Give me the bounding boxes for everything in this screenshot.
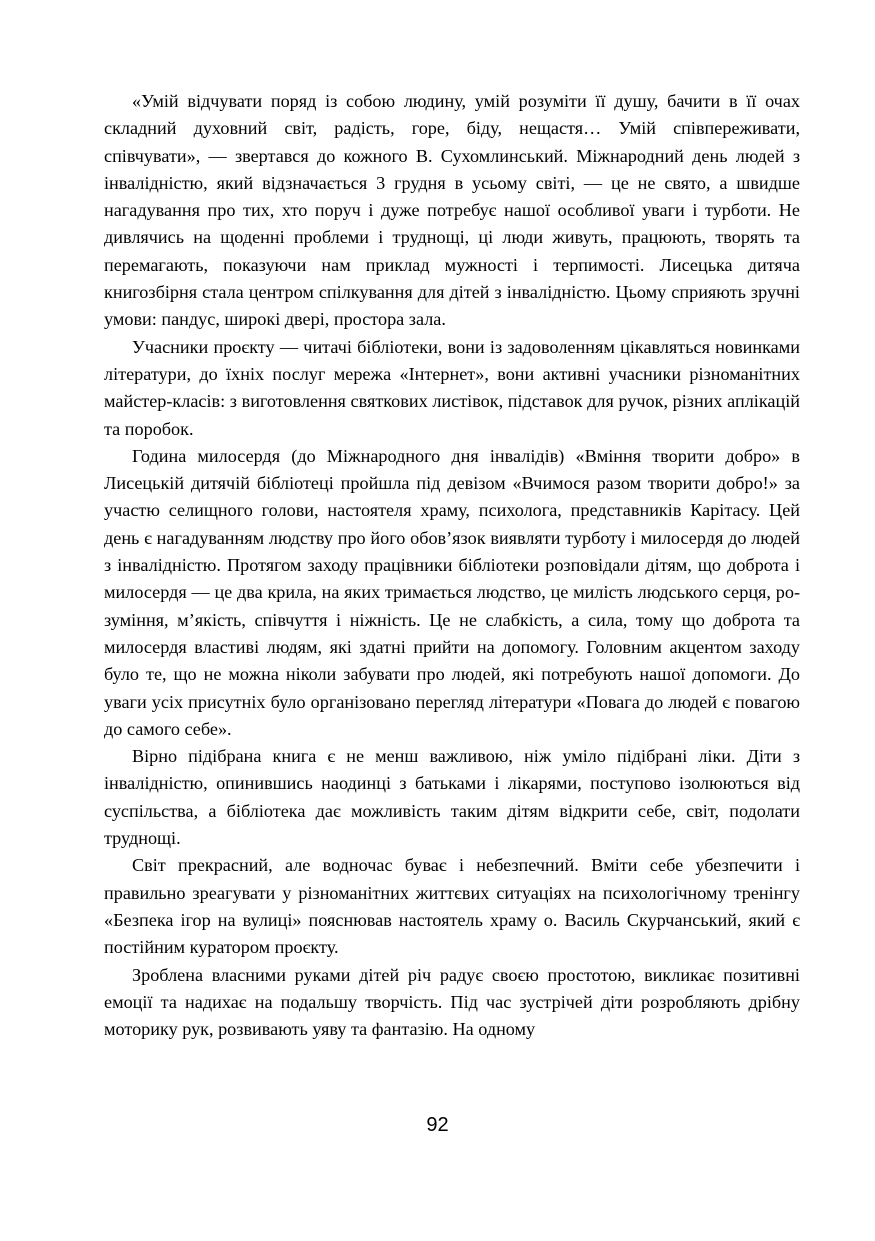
paragraph: Зроблена власними руками дітей річ радує своєю простотою, викликає позитивні емоції та надихає на подальшу творчість. Під час зустрічей діти розробляють дрібну моторику рук, розвивають уяву та фантазію. На одному [104, 964, 800, 1040]
paragraph: Вірно підібрана книга є не менш важливою, ніж уміло підібрані ліки. Діти з інвалідністю, опинившись наодинці з батьками і лікарями, поступово ізолюються від суспільства, а бібліотека дає можливість таким дітям відкрити себе, світ, подолати труднощі. [104, 746, 800, 849]
paragraph: Година милосердя (до Міжнародного дня інвалідів) «Вміння творити добро» в Лисецькій дитячій бібліотеці пройшла під девізом «Вчимося разом творити добро!» за участю селищного голови, настоятеля храму, психолога, представників Карітасу. Цей день є нагадуванням людству про його обов’язок виявляти турботу і милосердя до людей з інвалідністю. Протягом заходу працівники бібліотеки розповідали дітям, що доброта і милосердя — це два крила, на яких тримається людство, це милість людського серця, розуміння, м’якість, співчуття і ніжність. Це не слабкість, а сила, тому що доброта та милосердя властиві людям, які здатні прийти на допомогу. Головним акцентом заходу було те, що не можна ніколи забувати про людей, які потребують нашої допомоги. До уваги усіх присутніх було організовано перегляд літератури «Повага до людей є повагою до самого себе». [104, 445, 800, 739]
body-text [104, 88, 800, 1043]
paragraph: Учасники проєкту — читачі бібліотеки, вони із задоволенням цікавляться новинками літератури, до їхніх послуг мережа «Інтернет», вони активні учасники різноманітних майстер-класів: з виготовлення святкових листівок, підставок для ручок, різних аплікацій та поробок. [104, 336, 800, 439]
paragraph: «Умій відчувати поряд із собою людину, умій розуміти її душу, бачити в її очах складний духовний світ, радість, горе, біду, нещастя… Умій співпереживати, співчувати», — звертався до кожного В. Сухомлинський. Міжнародний день людей з інвалідністю, який відзначається 3 грудня в усьому світі, — це не свято, а швидше нагадування про тих, хто поруч і дуже потребує нашої особливої уваги і турботи. Не дивлячись на щоденні проблеми і труднощі, ці люди живуть, працюють, творять та перемагають, показуючи нам приклад мужності і терпимості. Лисецька дитяча книгозбірня стала центром спілкування для дітей з інвалідністю. Цьому сприяють зручні умови: пандус, широкі двері, простора зала. [104, 91, 800, 330]
page-number: 92 [426, 1114, 449, 1136]
paragraph: Світ прекрасний, але водночас буває і небезпечний. Вміти себе убезпечити і правильно зреагувати у різноманітних життєвих ситуаціях на психологічному тренінгу «Безпека ігор на вулиці» пояснював настоятель храму о. Василь Скурчанський, який є постійним куратором проєкту. [104, 855, 800, 958]
